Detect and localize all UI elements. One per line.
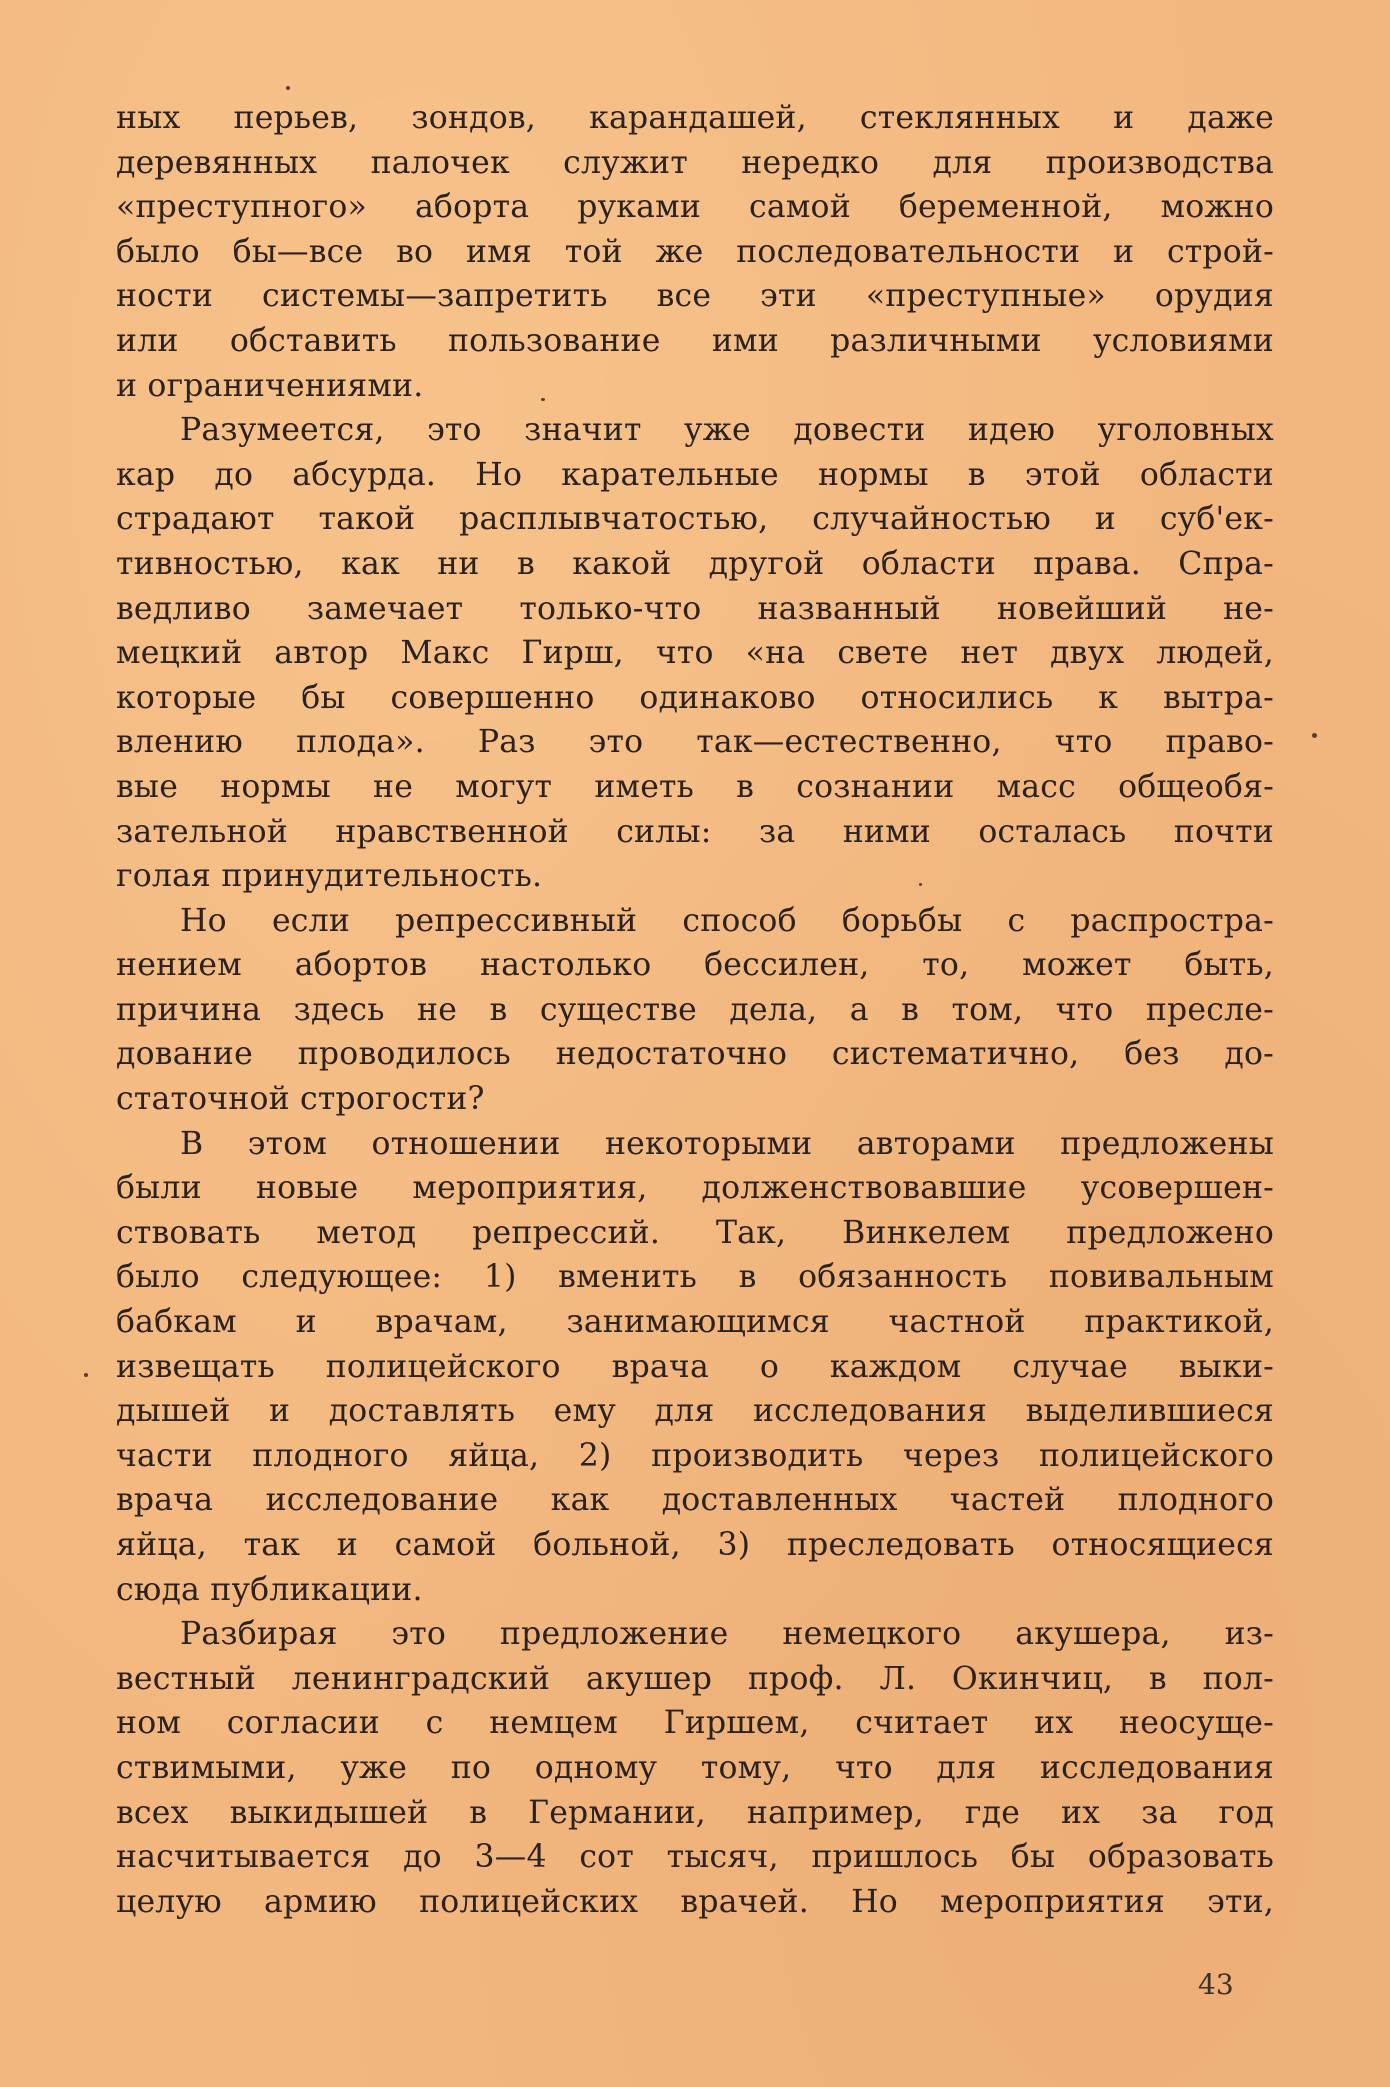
text-line: сюда публикации.: [116, 1571, 423, 1608]
text-line: или обставить пользование ими различными условиями: [116, 322, 1274, 359]
text-line: ведливо замечает только-что названный новейший не-: [116, 590, 1274, 627]
text-line: дышей и доставлять ему для исследования выделившиеся: [116, 1393, 1274, 1430]
text-line: тивностью, как ни в какой другой области права. Спра-: [116, 545, 1274, 582]
text-line: Разумеется, это значит уже довести идею уголовных: [180, 412, 1274, 449]
print-speck: [286, 86, 290, 90]
print-speck: [1312, 733, 1317, 738]
text-line: врача исследование как доставленных частей плодного: [116, 1482, 1274, 1519]
text-line: кар до абсурда. Но карательные нормы в этой области: [116, 456, 1274, 493]
text-line: Разбирая это предложение немецкого акушера, из-: [180, 1616, 1274, 1653]
text-line: яйца, так и самой больной, 3) преследовать относящиеся: [116, 1527, 1274, 1563]
text-line: голая принудительность.: [116, 858, 543, 895]
print-speck: [919, 883, 922, 886]
text-line: статочной строгости?: [116, 1081, 485, 1118]
text-line: причина здесь не в существе дела, а в том, что пресле-: [116, 991, 1274, 1028]
text-line: В этом отношении некоторыми авторами предложены: [180, 1125, 1274, 1162]
text-line: и ограничениями.: [116, 367, 424, 404]
text-line: ности системы—запретить все эти «преступные» орудия: [116, 278, 1274, 315]
text-line: насчитывается до 3—4 сот тысяч, пришлось бы образовать: [116, 1839, 1274, 1876]
page-number: 43: [1198, 1968, 1234, 2001]
body-text: [116, 96, 1274, 1924]
text-line: ном согласии с немцем Гиршем, считает их неосуще-: [116, 1705, 1274, 1742]
text-line: «преступного» аборта руками самой беременной, можно: [116, 189, 1274, 226]
text-line: нением абортов настолько бессилен, то, может быть,: [116, 947, 1274, 984]
print-speck: [84, 1373, 88, 1377]
text-line: страдают такой расплывчатостью, случайностью и суб'ек-: [116, 501, 1274, 538]
text-line: ствимыми, уже по одному тому, что для исследования: [116, 1749, 1274, 1786]
text-line: было следующее: 1) вменить в обязанность повивальным: [116, 1259, 1274, 1296]
text-line: которые бы совершенно одинаково относились к вытра-: [116, 679, 1274, 716]
text-line: Но если репрессивный способ борьбы с распростра-: [180, 902, 1274, 939]
text-line: целую армию полицейских врачей. Но мероприятия эти,: [116, 1883, 1274, 1920]
text-line: всех выкидышей в Германии, например, где их за год: [116, 1794, 1274, 1831]
text-line: ствовать метод репрессий. Так, Винкелем предложено: [116, 1214, 1274, 1251]
text-line: были новые мероприятия, долженствовавшие усовершен-: [116, 1170, 1274, 1207]
text-line: вые нормы не могут иметь в сознании масс общеобя-: [116, 768, 1274, 805]
text-line: мецкий автор Макс Гирш, что «на свете нет двух людей,: [116, 635, 1274, 672]
text-line: ных перьев, зондов, карандашей, стеклянных и даже: [116, 100, 1274, 136]
text-line: бабкам и врачам, занимающимся частной практикой,: [116, 1304, 1274, 1341]
text-line: влению плода». Раз это так—естественно, что право-: [116, 724, 1274, 761]
text-line: зательной нравственной силы: за ними осталась почти: [116, 813, 1274, 850]
text-line: было бы—все во имя той же последовательности и строй-: [116, 233, 1274, 270]
text-line: части плодного яйца, 2) производить через полицейского: [116, 1437, 1274, 1474]
text-line: вестный ленинградский акушер проф. Л. Окинчиц, в пол-: [116, 1660, 1274, 1697]
print-speck: [541, 398, 545, 401]
text-line: извещать полицейского врача о каждом случае выки-: [116, 1348, 1274, 1385]
text-line: дование проводилось недостаточно систематично, без до-: [116, 1036, 1274, 1073]
text-line: деревянных палочек служит нередко для производства: [116, 144, 1274, 181]
